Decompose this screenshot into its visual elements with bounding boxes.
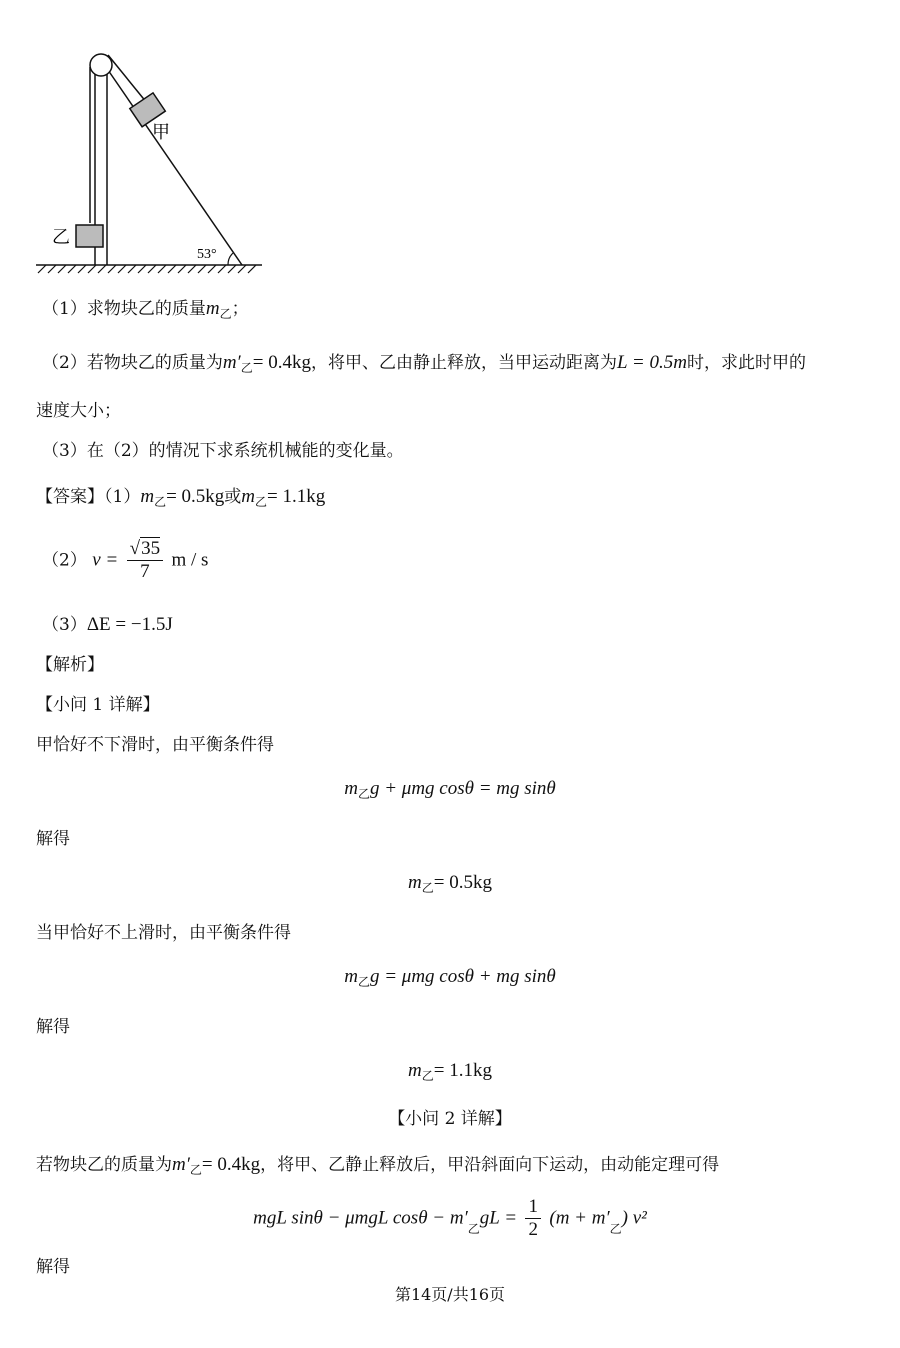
question-2-line2: 速度大小；: [36, 401, 121, 421]
question-2: （2）若物块乙的质量为$m'_乙= 0.4kg$，将甲、乙由静止释放，当甲运动距离为L = 0.5m时，求此时甲的: [42, 352, 806, 375]
solve-label-1: 解得: [36, 829, 70, 849]
subquestion-1-title: 【小问 1 详解】: [36, 695, 160, 715]
equation-1: $m_乙g + \mu mg$ cosθ = mg sinθ: [344, 778, 556, 801]
equation-2: $m_乙g = \mu mg$ cosθ + mg sinθ: [344, 966, 556, 989]
question-3: （3）在（2）的情况下求系统机械能的变化量。: [42, 441, 404, 461]
result-1: $m_乙= 0.5kg$: [408, 872, 492, 895]
physics-diagram: [30, 45, 270, 275]
solve-label-2: 解得: [36, 1017, 70, 1037]
label-yi: 乙: [52, 227, 70, 247]
page-footer: 第14页/共16页: [394, 1285, 506, 1304]
label-jia: 甲: [152, 122, 170, 142]
answer-2: （2） v = $\frac{√35}{7}$ m / s: [42, 538, 209, 582]
question-1: （1）求物块乙的质量$m_乙$；: [42, 298, 249, 321]
solve-label-3: 解得: [36, 1257, 70, 1277]
answer-1: 【答案】$(1)m_乙= 0.5kg$或$m_乙= 1.1kg$: [36, 486, 326, 509]
half-fraction: $\frac{1}{2}$: [525, 1196, 541, 1241]
analysis-text-3: 若物块乙的质量为$m'_乙= 0.4kg$，将甲、乙静止释放后，甲沿斜面向下运动，由动能定理可得: [36, 1154, 720, 1177]
subquestion-2-title: 【小问 2 详解】: [388, 1109, 512, 1129]
velocity-fraction: $\frac{√35}{7}$: [127, 538, 163, 583]
analysis-text-2: 当甲恰好不上滑时，由平衡条件得: [36, 923, 291, 943]
angle-label: 53°: [197, 247, 217, 262]
answer-3: （3）ΔE = −1.5J: [42, 614, 173, 635]
analysis-label: 【解析】: [36, 655, 104, 675]
equation-3: mgL sinθ − μmgL $\cos\theta - m'_乙gL$ = $\frac{1}{2}$ $(m + m'_乙)$ v²: [253, 1196, 647, 1240]
analysis-text-1: 甲恰好不下滑时，由平衡条件得: [36, 735, 274, 755]
result-2: $m_乙= 1.1kg$: [408, 1060, 492, 1083]
